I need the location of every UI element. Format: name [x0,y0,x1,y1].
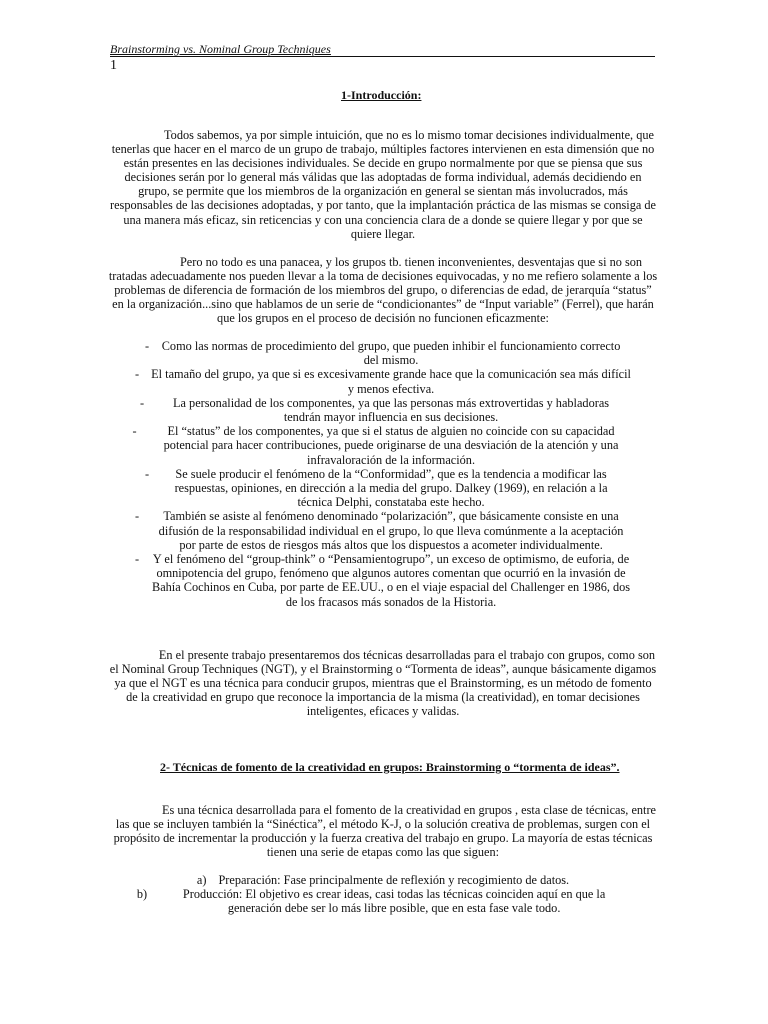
list-item-text: El tamaño del grupo, ya que si es excesivamente grande hace que la comunicación sea más difícil y menos efectiva. [151,367,631,396]
conditioning-factors-list [108,339,658,609]
list-item-text: Se suele producir el fenómeno de la “Conformidad”, que es la tendencia a modificar las respuestas, opiniones, en dirección a la media del grupo. Dalkey (1969), en relación a la técnica Delphi, constataba este hecho. [174,466,608,510]
running-header [110,43,655,57]
list-item [108,396,658,424]
list-item [108,339,658,367]
list-marker: - [144,466,150,481]
list-marker: - [132,424,137,439]
list-item-text: Y el fenómeno del “group-think” o “Pensamientogrupo”, un exceso de optimismo, de euforia, de omnipotencia del grupo, fenómeno que algunos autores comentan que ocurrió en la invasión de Bahía Cochinos en Cuba, por parte de EE.UU., o en el viaje espacial del Challenger en 1986, dos de los fracasos más sonados de la Historia. [152,552,631,609]
list-item [108,887,658,915]
header-title-text: Brainstorming vs. Nominal Group Techniques [110,42,331,56]
intro-paragraph-2: Pero no todo es una panacea, y los grupos tb. tienen inconvenientes, desventajas que si no son tratadas adecuadamente nos pueden llevar a la toma de decisiones equivocadas, y no me refiero solamente a los problemas de diferencia de formación de los miembros del grupo, o diferencias de edad, de jerarquía “status” en la organización...sino que hablamos de un serie de “condicionantes” de “Input variable” (Ferrel), que harán que los grupos en el proceso de decisión no funcionen eficazmente: [108,255,658,326]
list-marker: a) [196,873,207,887]
list-marker: - [134,509,140,524]
list-marker: - [144,339,150,353]
list-marker: - [134,552,140,567]
section-2-heading: 2- Técnicas de fomento de la creatividad en grupos: Brainstorming o “tormenta de ideas”. [160,760,620,774]
intro-paragraph-1: Todos sabemos, ya por simple intuición, que no es lo mismo tomar decisiones individualmente, que tenerlas que hacer en el marco de un grupo de trabajo, múltiples factores intervienen en esta dimensión que no están presentes en las decisiones individuales. Se decide en grupo normalmente por que se piensa que sus decisiones serán por lo general más válidas que las adoptadas de forma individual, además decidiendo en grupo, se permite que los miembros de la organización en general se sientan más involucrados, más responsables de las decisiones adoptadas, y por tanto, que la implantación práctica de las mismas se consiga de una manera más eficaz, sin reticencias y con una conciencia clara de a donde se quiere llegar y por que se quiere llegar. [109,128,657,241]
list-marker: - [134,367,140,382]
list-item-text: Como las normas de procedimiento del grupo, que pueden inhibir el funcionamiento correcto del mismo. [161,339,621,368]
page-number: 1 [110,58,117,73]
list-item [108,509,658,552]
list-item [108,367,658,395]
list-item [108,424,658,467]
list-item [108,873,658,887]
intro-paragraph-3: En el presente trabajo presentaremos dos técnicas desarrolladas para el trabajo con grupos, como son el Nominal Group Techniques (NGT), y el Brainstorming o “Tormenta de ideas”, aunque básicamente digamos ya que el NGT es una técnica para conducir grupos, mientras que el Brainstorming, es un método de fomento de la creatividad en grupo que reconoce la importancia de la misma (la creatividad), en tomar decisiones inteligentes, eficaces y validas. [109,648,657,719]
stages-list [108,873,658,916]
list-item-text: También se asiste al fenómeno denominado “polarización”, que básicamente consiste en una difusión de la responsabilidad individual en el grupo, lo que lleva comúnmente a la aceptación por parte de estos de riesgos más altos que los dispuestos a acometer individualmente. [158,509,624,552]
list-marker: b) [136,887,148,902]
list-item [108,467,658,510]
list-marker: - [139,395,145,410]
list-item-text: Producción: El objetivo es crear ideas, casi todas las técnicas coinciden aquí en que la generación debe ser lo más libre posible, que en esta fase vale todo. [182,887,606,916]
creativity-paragraph: Es una técnica desarrollada para el fomento de la creatividad en grupos , esta clase de técnicas, entre las que se incluyen también la “Sinéctica”, el método K-J, o la solución creativa de problemas, surgen con el propósito de incrementar la producción y la fuerza creativa del trabajo en grupo. La mayoría de estas técnicas tienen una serie de etapas como las que siguen: [113,803,657,860]
section-1-heading: 1-Introducción: [341,88,422,102]
list-item [108,552,658,609]
list-item-text: Preparación: Fase principalmente de reflexión y recogimiento de datos. [218,873,570,887]
list-item-text: La personalidad de los componentes, ya que las personas más extrovertidas y habladoras tendrán mayor influencia en sus decisiones. [173,395,610,425]
list-item-text: El “status” de los componentes, ya que si el status de alguien no coincide con su capacidad potencial para hacer contribuciones, puede originarse de una desviación de la atención y una infravaloración de la información. [163,424,619,467]
